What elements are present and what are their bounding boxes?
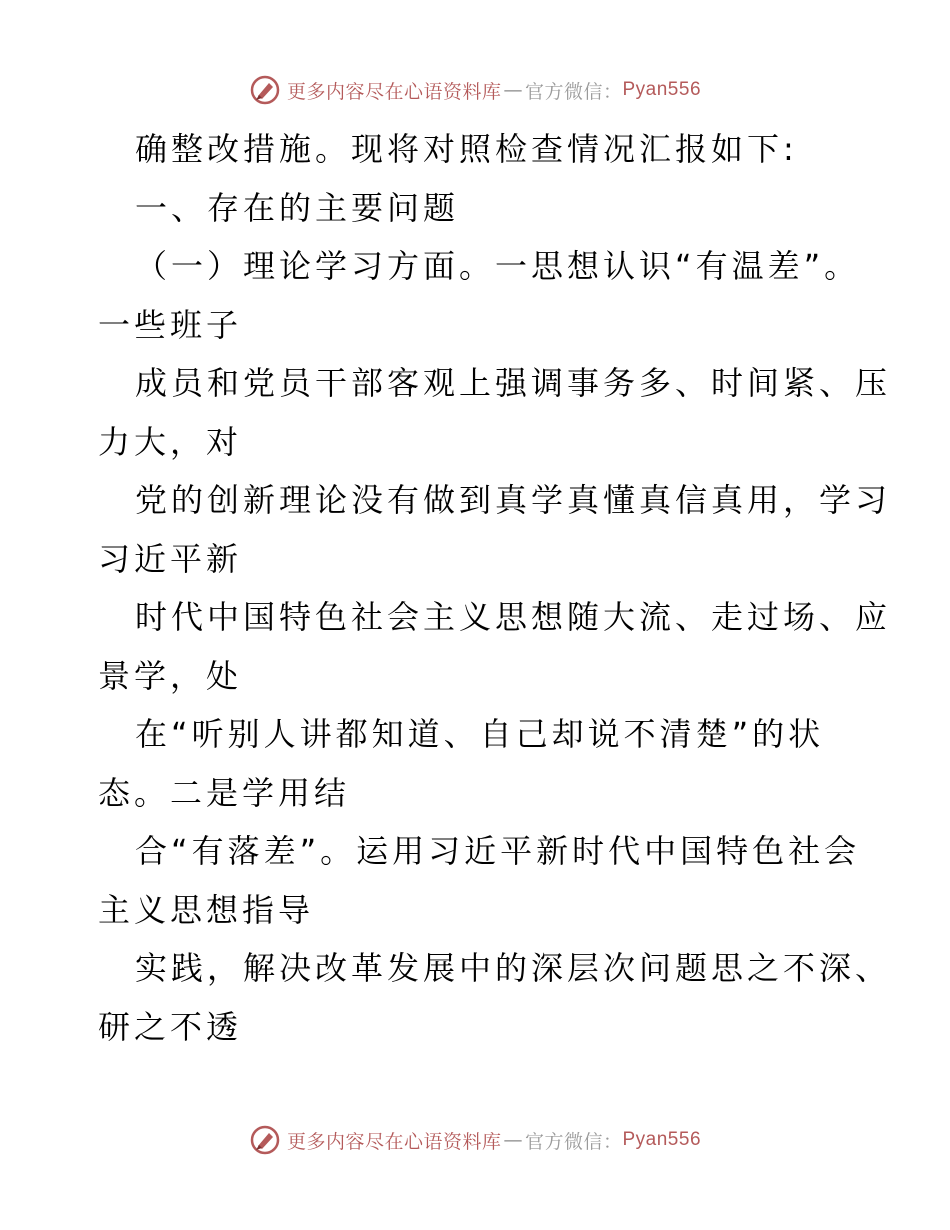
text-line: 景学，处 bbox=[98, 656, 243, 695]
text-line: 合“有落差”。运用习近平新时代中国特色社会 bbox=[135, 832, 861, 870]
header-banner-text: 更多内容尽在心语资料库 bbox=[286, 80, 502, 103]
footer-banner bbox=[0, 1120, 950, 1160]
header-banner bbox=[0, 70, 950, 110]
pen-nib-logo-icon bbox=[249, 1124, 281, 1156]
footer-banner-separator: — bbox=[503, 1129, 523, 1151]
text-line: 实践，解决改革发展中的深层次问题思之不深、 bbox=[135, 949, 892, 987]
document-body bbox=[98, 120, 892, 1056]
header-wechat-id: Pyan556 bbox=[622, 79, 702, 100]
footer-wechat-id: Pyan556 bbox=[622, 1129, 702, 1150]
footer-wechat-label: 官方微信： bbox=[524, 1130, 623, 1153]
text-line: 主义思想指导 bbox=[98, 890, 315, 929]
text-line: 党的创新理论没有做到真学真懂真信真用，学习 bbox=[135, 481, 892, 519]
text-line: 确整改措施。现将对照检查情况汇报如下: bbox=[135, 130, 798, 168]
text-line: 力大，对 bbox=[98, 422, 243, 461]
text-line: 在“听别人讲都知道、自己却说不清楚”的状 bbox=[135, 715, 825, 753]
section-heading: 一、存在的主要问题 bbox=[135, 188, 460, 227]
pen-nib-logo-icon bbox=[249, 74, 281, 106]
text-line: （一）理论学习方面。一思想认识“有温差”。 bbox=[135, 247, 861, 285]
text-line: 一些班子 bbox=[98, 305, 243, 344]
text-line: 研之不透 bbox=[98, 1007, 243, 1046]
text-line: 时代中国特色社会主义思想随大流、走过场、应 bbox=[135, 598, 892, 636]
footer-banner-text: 更多内容尽在心语资料库 bbox=[286, 1130, 502, 1153]
text-line: 习近平新 bbox=[98, 539, 243, 578]
header-banner-separator: — bbox=[503, 79, 523, 101]
text-line: 成员和党员干部客观上强调事务多、时间紧、压 bbox=[135, 364, 892, 402]
header-wechat-label: 官方微信： bbox=[524, 80, 623, 103]
text-line: 态。二是学用结 bbox=[98, 773, 351, 812]
